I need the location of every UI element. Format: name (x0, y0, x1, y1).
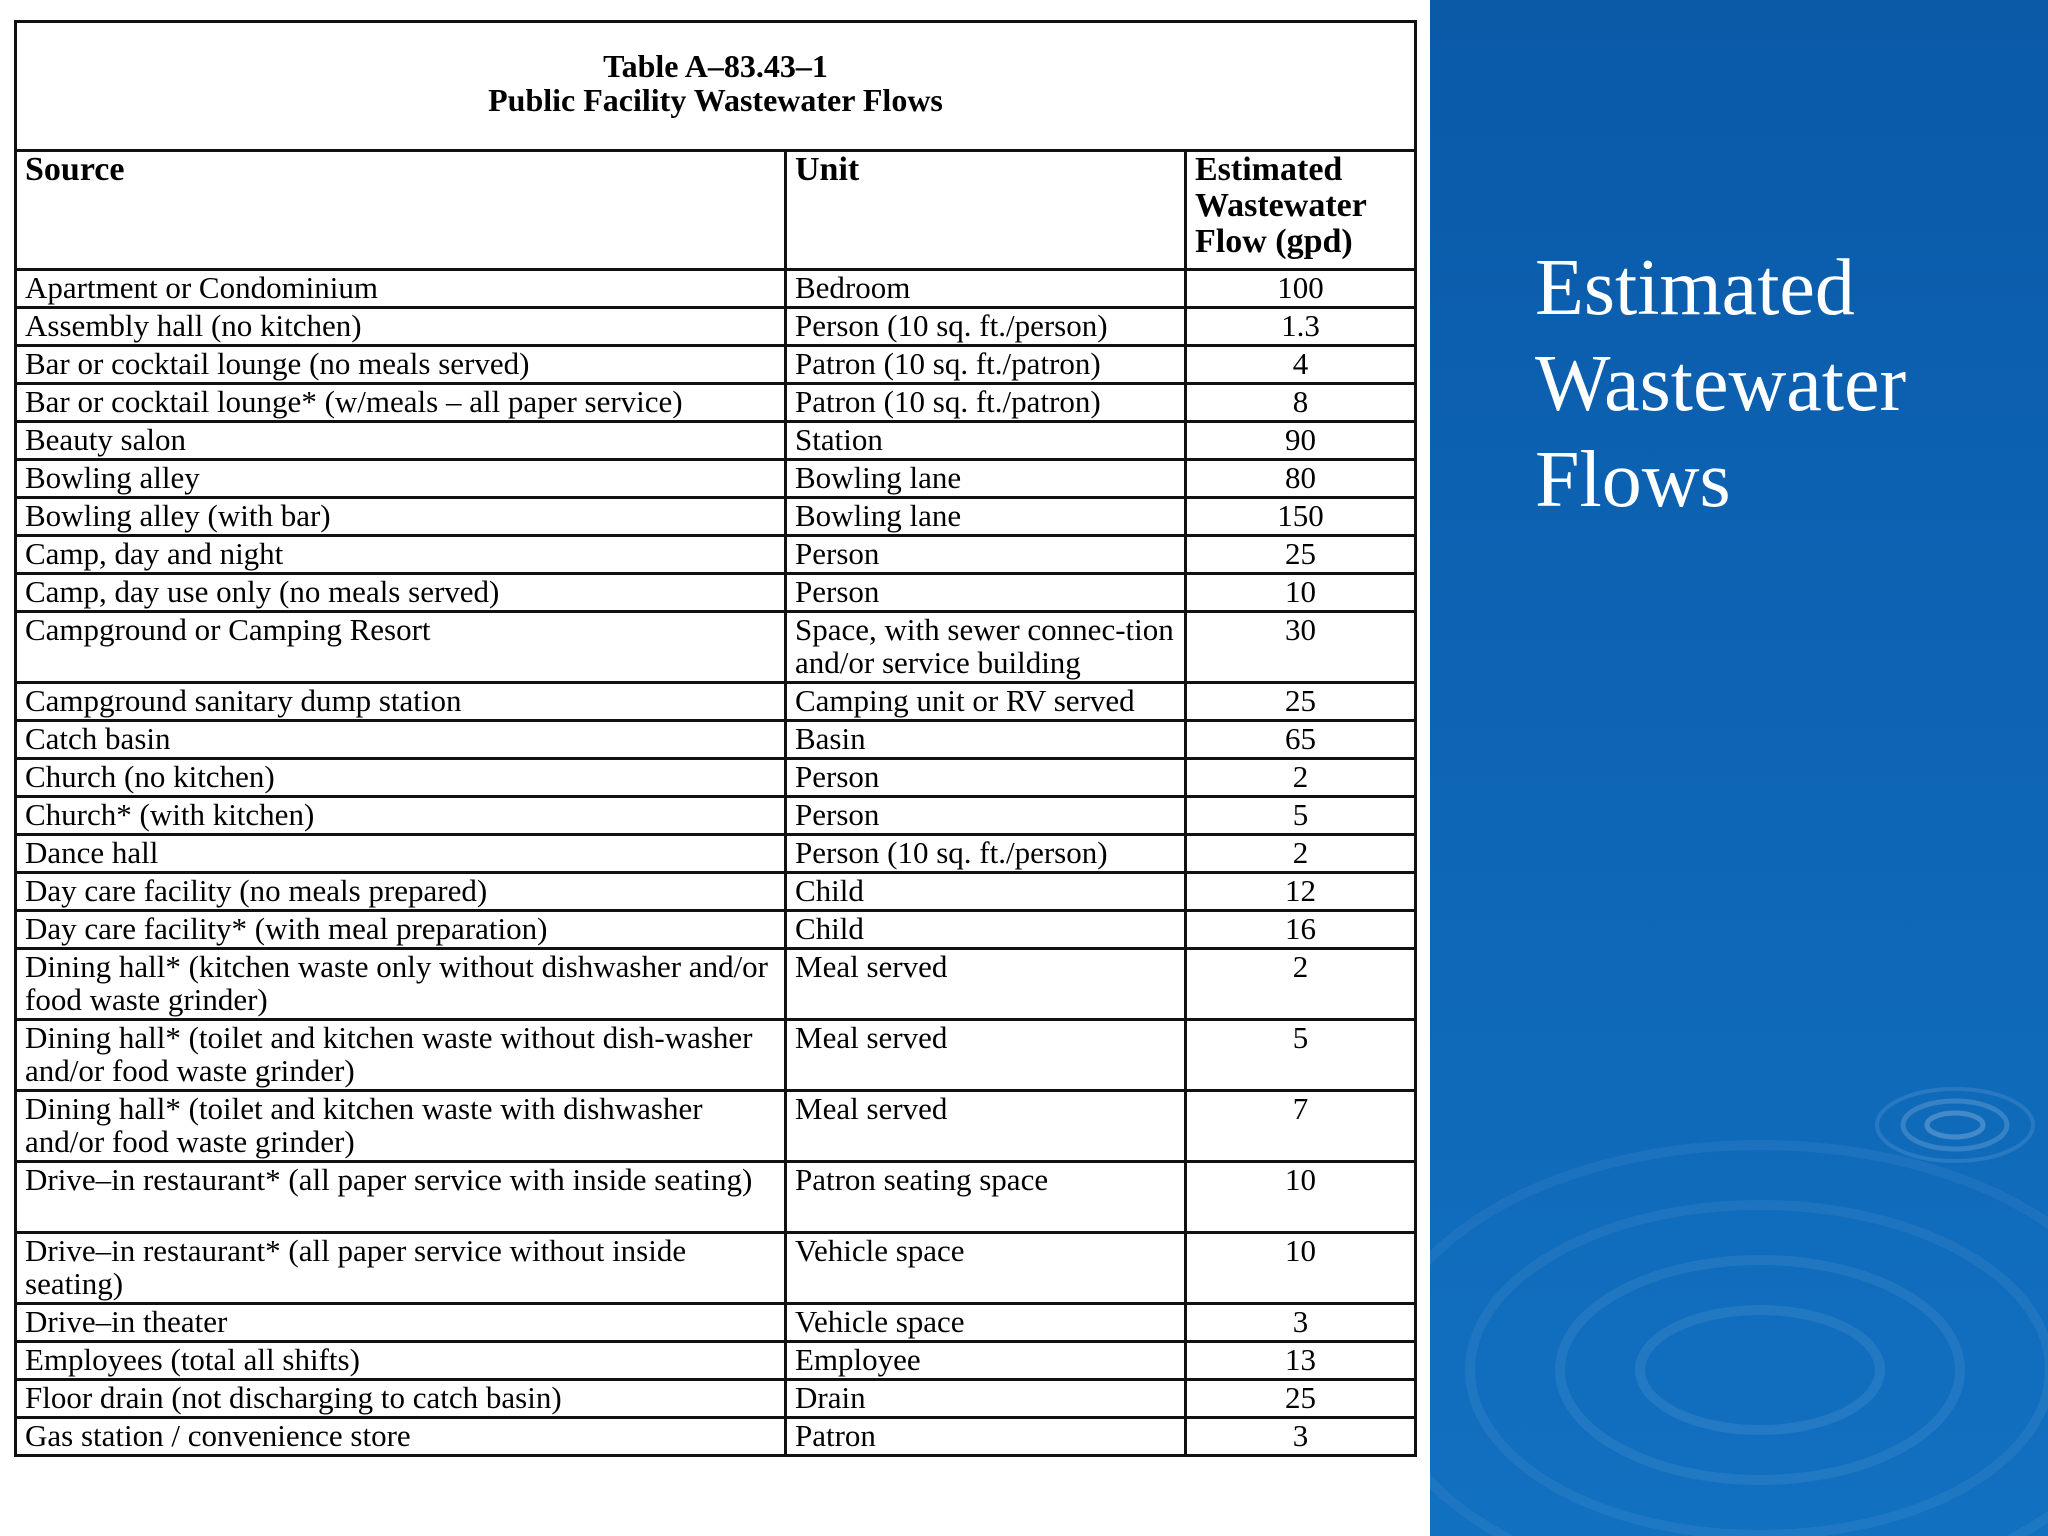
cell-flow: 150 (1186, 498, 1416, 536)
cell-flow: 65 (1186, 721, 1416, 759)
cell-flow: 12 (1186, 873, 1416, 911)
table-row (16, 835, 1416, 873)
cell-source: Drive–in theater (16, 1304, 786, 1342)
wastewater-flow-table (14, 20, 1417, 1457)
cell-flow: 16 (1186, 911, 1416, 949)
cell-source: Camp, day and night (16, 536, 786, 574)
cell-unit: Meal served (786, 1091, 1186, 1162)
header-row (16, 151, 1416, 270)
cell-unit: Space, with sewer connec-tion and/or service building (786, 612, 1186, 683)
table-row (16, 346, 1416, 384)
cell-unit: Bowling lane (786, 498, 1186, 536)
table-row (16, 270, 1416, 308)
table-row (16, 1233, 1416, 1304)
cell-flow: 10 (1186, 1162, 1416, 1233)
cell-unit: Basin (786, 721, 1186, 759)
cell-source: Bar or cocktail lounge (no meals served) (16, 346, 786, 384)
table-row (16, 797, 1416, 835)
cell-flow: 100 (1186, 270, 1416, 308)
table-row (16, 873, 1416, 911)
cell-unit: Drain (786, 1380, 1186, 1418)
cell-source: Dining hall* (kitchen waste only without dishwasher and/or food waste grinder) (16, 949, 786, 1020)
header-unit: Unit (786, 151, 1186, 270)
table-body (16, 270, 1416, 1456)
cell-flow: 4 (1186, 346, 1416, 384)
table-row (16, 422, 1416, 460)
cell-source: Church (no kitchen) (16, 759, 786, 797)
cell-flow: 5 (1186, 797, 1416, 835)
cell-unit: Child (786, 911, 1186, 949)
cell-source: Camp, day use only (no meals served) (16, 574, 786, 612)
cell-unit: Vehicle space (786, 1233, 1186, 1304)
cell-source: Assembly hall (no kitchen) (16, 308, 786, 346)
cell-source: Bowling alley (with bar) (16, 498, 786, 536)
cell-flow: 8 (1186, 384, 1416, 422)
cell-unit: Person (786, 759, 1186, 797)
cell-unit: Employee (786, 1342, 1186, 1380)
table-row (16, 1418, 1416, 1456)
cell-source: Dance hall (16, 835, 786, 873)
cell-unit: Meal served (786, 1020, 1186, 1091)
cell-unit: Patron (786, 1418, 1186, 1456)
table-row (16, 574, 1416, 612)
slide-title (1535, 240, 1906, 528)
cell-source: Drive–in restaurant* (all paper service without inside seating) (16, 1233, 786, 1304)
table-row (16, 308, 1416, 346)
cell-unit: Vehicle space (786, 1304, 1186, 1342)
table-row (16, 460, 1416, 498)
cell-unit: Person (786, 536, 1186, 574)
cell-source: Bar or cocktail lounge* (w/meals – all paper service) (16, 384, 786, 422)
cell-flow: 3 (1186, 1418, 1416, 1456)
table-row (16, 911, 1416, 949)
cell-unit: Patron (10 sq. ft./patron) (786, 346, 1186, 384)
cell-flow: 5 (1186, 1020, 1416, 1091)
cell-flow: 2 (1186, 835, 1416, 873)
table-row (16, 683, 1416, 721)
table-row (16, 536, 1416, 574)
table-number: Table A–83.43–1 (603, 48, 828, 84)
table-row (16, 1380, 1416, 1418)
table-caption (16, 22, 1416, 151)
cell-flow: 3 (1186, 1304, 1416, 1342)
table-row (16, 1342, 1416, 1380)
cell-unit: Station (786, 422, 1186, 460)
cell-flow: 30 (1186, 612, 1416, 683)
cell-flow: 1.3 (1186, 308, 1416, 346)
cell-unit: Person (10 sq. ft./person) (786, 835, 1186, 873)
cell-flow: 7 (1186, 1091, 1416, 1162)
cell-source: Campground sanitary dump station (16, 683, 786, 721)
cell-unit: Patron (10 sq. ft./patron) (786, 384, 1186, 422)
slide-title-text: Estimated Wastewater Flows (1535, 244, 1907, 524)
table-row (16, 721, 1416, 759)
cell-source: Dining hall* (toilet and kitchen waste with dishwasher and/or food waste grinder) (16, 1091, 786, 1162)
water-ripple-decoration (1430, 0, 2048, 1536)
table-row (16, 612, 1416, 683)
cell-flow: 80 (1186, 460, 1416, 498)
cell-source: Employees (total all shifts) (16, 1342, 786, 1380)
table-row (16, 498, 1416, 536)
cell-source: Drive–in restaurant* (all paper service with inside seating) (16, 1162, 786, 1233)
cell-flow: 2 (1186, 949, 1416, 1020)
table-row (16, 1162, 1416, 1233)
cell-source: Apartment or Condominium (16, 270, 786, 308)
cell-source: Dining hall* (toilet and kitchen waste without dish-washer and/or food waste grinder) (16, 1020, 786, 1091)
table-row (16, 949, 1416, 1020)
header-source: Source (16, 151, 786, 270)
cell-source: Day care facility* (with meal preparation) (16, 911, 786, 949)
cell-flow: 10 (1186, 1233, 1416, 1304)
table-row (16, 759, 1416, 797)
cell-source: Catch basin (16, 721, 786, 759)
cell-flow: 90 (1186, 422, 1416, 460)
cell-flow: 2 (1186, 759, 1416, 797)
cell-source: Church* (with kitchen) (16, 797, 786, 835)
cell-unit: Camping unit or RV served (786, 683, 1186, 721)
cell-unit: Patron seating space (786, 1162, 1186, 1233)
cell-unit: Meal served (786, 949, 1186, 1020)
cell-unit: Person (10 sq. ft./person) (786, 308, 1186, 346)
slide-side-panel (1430, 0, 2048, 1536)
cell-flow: 13 (1186, 1342, 1416, 1380)
table-row (16, 1091, 1416, 1162)
cell-flow: 25 (1186, 683, 1416, 721)
cell-unit: Person (786, 797, 1186, 835)
cell-flow: 25 (1186, 536, 1416, 574)
cell-source: Beauty salon (16, 422, 786, 460)
cell-unit: Bowling lane (786, 460, 1186, 498)
table-row (16, 1020, 1416, 1091)
table-row (16, 384, 1416, 422)
cell-unit: Child (786, 873, 1186, 911)
cell-flow: 25 (1186, 1380, 1416, 1418)
cell-source: Gas station / convenience store (16, 1418, 786, 1456)
table-row (16, 1304, 1416, 1342)
table-title: Public Facility Wastewater Flows (488, 82, 943, 118)
cell-source: Campground or Camping Resort (16, 612, 786, 683)
cell-source: Bowling alley (16, 460, 786, 498)
cell-unit: Person (786, 574, 1186, 612)
cell-unit: Bedroom (786, 270, 1186, 308)
cell-flow: 10 (1186, 574, 1416, 612)
cell-source: Day care facility (no meals prepared) (16, 873, 786, 911)
cell-source: Floor drain (not discharging to catch basin) (16, 1380, 786, 1418)
header-flow: Estimated Wastewater Flow (gpd) (1186, 151, 1416, 270)
